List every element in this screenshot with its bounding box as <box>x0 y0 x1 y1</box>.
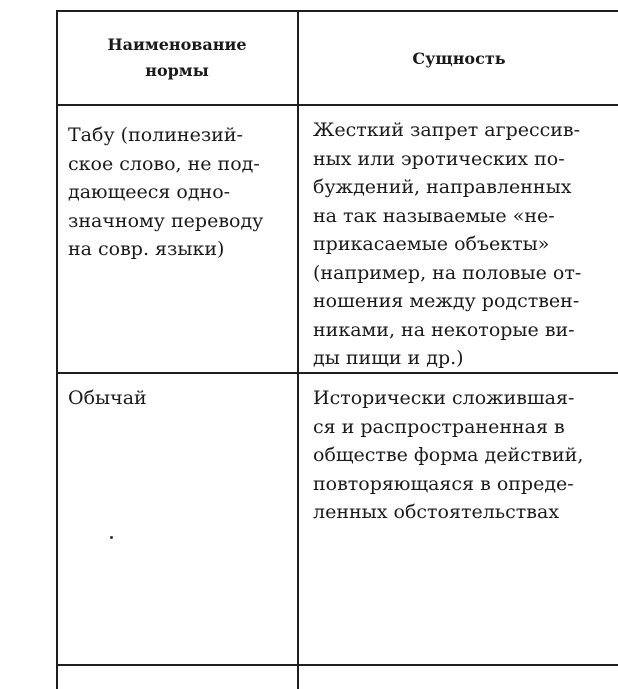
scan-speck <box>110 536 113 539</box>
text-line: ды пищи и др.) <box>313 347 464 369</box>
table-row-2-name <box>68 384 147 413</box>
header-norm-name <box>60 32 294 84</box>
text-line: ся и распространенная в <box>313 415 565 438</box>
text-line: дающееся одно- <box>68 181 231 203</box>
column-divider <box>297 10 299 689</box>
text-line: никами, на некоторые ви- <box>313 318 575 341</box>
text-line: ское слово, не под- <box>68 152 260 175</box>
text-line: ношения между родствен- <box>313 290 580 312</box>
row-divider-2 <box>56 664 618 666</box>
table-row-1-name <box>68 121 263 264</box>
text-line: Жесткий запрет агрессив- <box>313 119 581 141</box>
text-line: Исторически сложившая- <box>313 387 575 409</box>
table-border-left <box>56 10 58 689</box>
table-row-2-essence <box>313 384 583 527</box>
text-line: повторяющаяся в опреде- <box>313 472 574 495</box>
text-line: обществе форма действий, <box>313 444 584 466</box>
table-row-1-essence <box>313 116 581 373</box>
text-line: Обычай <box>68 387 147 409</box>
header-essence: Сущность <box>412 49 506 68</box>
header-divider <box>56 104 618 106</box>
text-line: ных или эротических по- <box>313 147 565 170</box>
text-line: на так называемые «не- <box>313 204 555 227</box>
text-line: на совр. языки) <box>68 238 225 260</box>
text-line: Табу (полинезий- <box>68 124 243 146</box>
table-border-top <box>56 10 618 12</box>
text-line: значному переводу <box>68 209 264 232</box>
text-line: прикасаемые объекты» <box>313 233 550 255</box>
header-norm-name-line-1: Наименование <box>107 35 247 54</box>
text-line: буждений, направленных <box>313 176 572 198</box>
text-line: ленных обстоятельствах <box>313 501 560 523</box>
text-line: (например, на половые от- <box>313 261 582 284</box>
header-norm-name-line-2: нормы <box>145 61 209 80</box>
